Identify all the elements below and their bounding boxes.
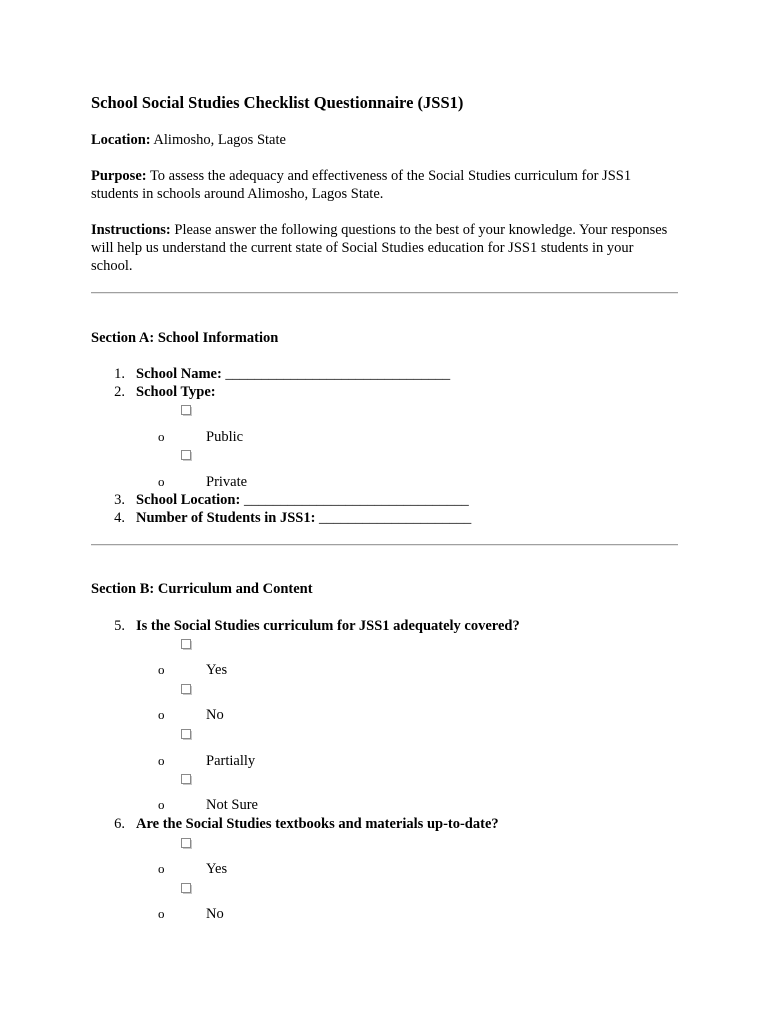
student-count-blank[interactable]: _____________________ [315, 510, 472, 526]
question-text: Is the Social Studies curriculum for JSS1 adequately covered? [136, 618, 520, 634]
option-label: Public [206, 429, 244, 445]
option-private [91, 473, 391, 491]
divider [91, 292, 678, 294]
checkbox-partially[interactable] [181, 729, 191, 739]
option-label: No [206, 906, 224, 922]
purpose-value: To assess the adequacy and effectiveness of the Social Studies curriculum for JSS1 students in schools around Alimosho, Lagos State. [91, 168, 632, 202]
option-label: Yes [206, 861, 228, 877]
question-text: School Type: [136, 384, 216, 400]
school-location-blank[interactable]: _______________________________ [240, 492, 469, 508]
option-yes [91, 661, 391, 679]
instructions-paragraph [91, 221, 678, 275]
location-line [91, 131, 678, 149]
question-number: 6. [114, 816, 125, 832]
option-no [91, 706, 391, 724]
location-value: Alimosho, Lagos State [150, 132, 286, 148]
bullet-icon: o [158, 474, 165, 489]
instructions-label: Instructions: [91, 222, 171, 238]
divider [91, 544, 678, 546]
bullet-icon: o [158, 906, 165, 921]
checkbox-private[interactable] [181, 450, 191, 460]
option-label: Yes [206, 662, 228, 678]
option-no [91, 905, 391, 923]
question-number: 3. [114, 492, 125, 508]
question-text: Number of Students in JSS1: [136, 510, 316, 526]
bullet-icon: o [158, 861, 165, 876]
section-a-heading: Section A: School Information [91, 330, 279, 346]
bullet-icon: o [158, 707, 165, 722]
option-label: Private [206, 474, 248, 490]
checkbox-not-sure[interactable] [181, 774, 191, 784]
option-label: Not Sure [206, 797, 258, 813]
question-text: School Location: [136, 492, 241, 508]
purpose-paragraph [91, 167, 678, 203]
question-number: 5. [114, 618, 125, 634]
option-yes [91, 860, 391, 878]
option-partially [91, 752, 391, 770]
page-title: School Social Studies Checklist Questionnaire (JSS1) [91, 93, 464, 112]
section-b-heading: Section B: Curriculum and Content [91, 581, 313, 597]
option-public [91, 428, 391, 446]
bullet-icon: o [158, 662, 165, 677]
bullet-icon: o [158, 753, 165, 768]
option-not-sure [91, 796, 391, 814]
question-number: 1. [114, 366, 125, 382]
question-number: 2. [114, 384, 125, 400]
school-name-blank[interactable]: _______________________________ [221, 366, 451, 382]
purpose-label: Purpose: [91, 168, 147, 184]
checkbox-yes[interactable] [181, 838, 191, 848]
checkbox-no[interactable] [181, 684, 191, 694]
option-label: Partially [206, 753, 256, 769]
question-text: Are the Social Studies textbooks and materials up-to-date? [136, 816, 499, 832]
checkbox-yes[interactable] [181, 639, 191, 649]
checkbox-no[interactable] [181, 883, 191, 893]
location-label: Location: [91, 132, 151, 148]
question-number: 4. [114, 510, 125, 526]
option-label: No [206, 707, 224, 723]
checkbox-public[interactable] [181, 405, 191, 415]
instructions-value: Please answer the following questions to the best of your knowledge. Your responses will help us understand the current state of Social Studies education for JSS1 students in your school. [91, 222, 668, 274]
bullet-icon: o [158, 429, 165, 444]
bullet-icon: o [158, 797, 165, 812]
question-text: School Name: [136, 366, 222, 382]
